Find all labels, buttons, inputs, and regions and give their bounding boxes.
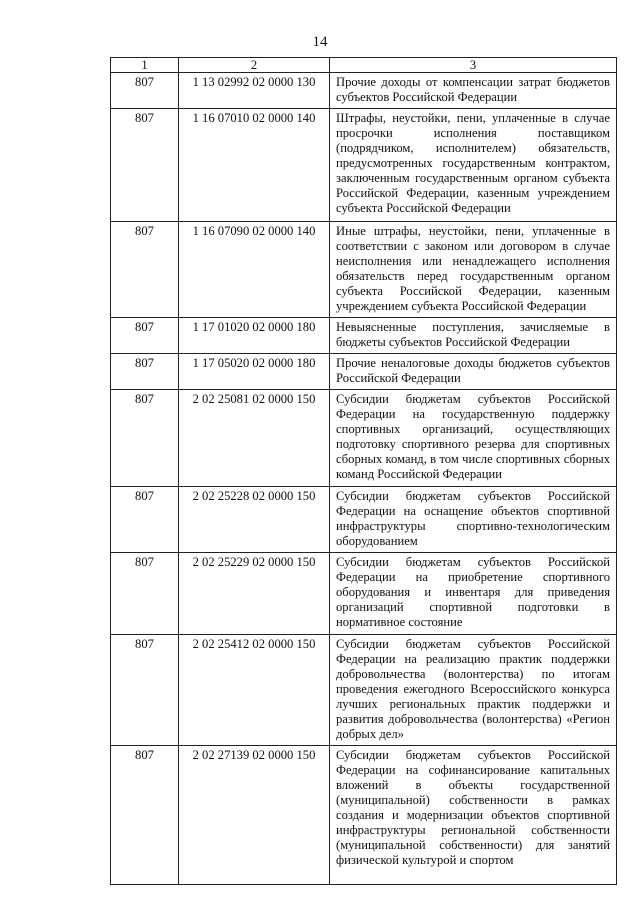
table-row [111,354,617,390]
income-code-cell: 2 02 25229 02 0000 150 [179,553,330,635]
table-row [111,487,617,553]
admin-code-cell: 807 [111,222,179,318]
income-code-cell: 1 17 05020 02 0000 180 [179,354,330,390]
admin-code-cell: 807 [111,390,179,487]
admin-code-cell: 807 [111,73,179,109]
description-cell: Прочие неналоговые доходы бюджетов субъектов Российской Федерации [330,354,617,390]
column-header-2: 2 [179,58,330,73]
description-cell: Невыясненные поступления, зачисляемые в бюджеты субъектов Российской Федерации [330,318,617,354]
admin-code-cell: 807 [111,746,179,885]
description-cell: Субсидии бюджетам субъектов Российской Федерации на софинансирование капитальных вложений в объекты государственной (муниципальной) собственности в рамках создания и модернизации объектов спортивной инфраструктуры региональной собственности (муниципальной собственности) для занятий физической культурой и спортом [330,746,617,885]
description-cell: Субсидии бюджетам субъектов Российской Федерации на реализацию практик поддержки добровольчества (волонтерства) по итогам проведения ежегодного Всероссийского конкурса лучших региональных практик поддержки и развития добровольчества (волонтерства) «Регион добрых дел» [330,635,617,746]
admin-code-cell: 807 [111,487,179,553]
table-row [111,222,617,318]
income-code-cell: 2 02 25081 02 0000 150 [179,390,330,487]
income-code-cell: 2 02 25412 02 0000 150 [179,635,330,746]
income-code-cell: 1 16 07090 02 0000 140 [179,222,330,318]
table-row [111,109,617,222]
table-row [111,746,617,885]
admin-code-cell: 807 [111,354,179,390]
table-row [111,73,617,109]
description-cell: Субсидии бюджетам субъектов Российской Федерации на государственную поддержку спортивных организаций, осуществляющих подготовку спортивного резерва для спортивных сборных команд, в том числе спортивных сборных команд Российской Федерации [330,390,617,487]
admin-code-cell: 807 [111,109,179,222]
table-header-row [111,58,617,73]
income-code-cell: 1 17 01020 02 0000 180 [179,318,330,354]
description-cell: Субсидии бюджетам субъектов Российской Федерации на оснащение объектов спортивной инфраструктуры спортивно-технологическим оборудованием [330,487,617,553]
table-row [111,553,617,635]
page-number: 14 [312,34,328,50]
description-cell: Штрафы, неустойки, пени, уплаченные в случае просрочки исполнения поставщиком (подрядчиком, исполнителем) обязательств, предусмотренных государственным контрактом, заключенным государственным органом субъекта Российской Федерации, казенным учреждением субъекта Российской Федерации [330,109,617,222]
admin-code-cell: 807 [111,318,179,354]
income-code-cell: 1 16 07010 02 0000 140 [179,109,330,222]
column-header-3: 3 [330,58,617,73]
description-cell: Субсидии бюджетам субъектов Российской Федерации на приобретение спортивного оборудования и инвентаря для приведения организаций спортивной подготовки в нормативное состояние [330,553,617,635]
table-row [111,390,617,487]
income-code-cell: 2 02 25228 02 0000 150 [179,487,330,553]
column-header-1: 1 [111,58,179,73]
admin-code-cell: 807 [111,553,179,635]
description-cell: Иные штрафы, неустойки, пени, уплаченные в соответствии с законом или договором в случае неисполнения или ненадлежащего исполнения обязательств перед государственным органом субъекта Российской Федерации, казенным учреждением субъекта Российской Федерации [330,222,617,318]
income-code-cell: 2 02 27139 02 0000 150 [179,746,330,885]
budget-codes-table [110,57,617,885]
table-row [111,318,617,354]
description-cell: Прочие доходы от компенсации затрат бюджетов субъектов Российской Федерации [330,73,617,109]
table-row [111,635,617,746]
admin-code-cell: 807 [111,635,179,746]
income-code-cell: 1 13 02992 02 0000 130 [179,73,330,109]
